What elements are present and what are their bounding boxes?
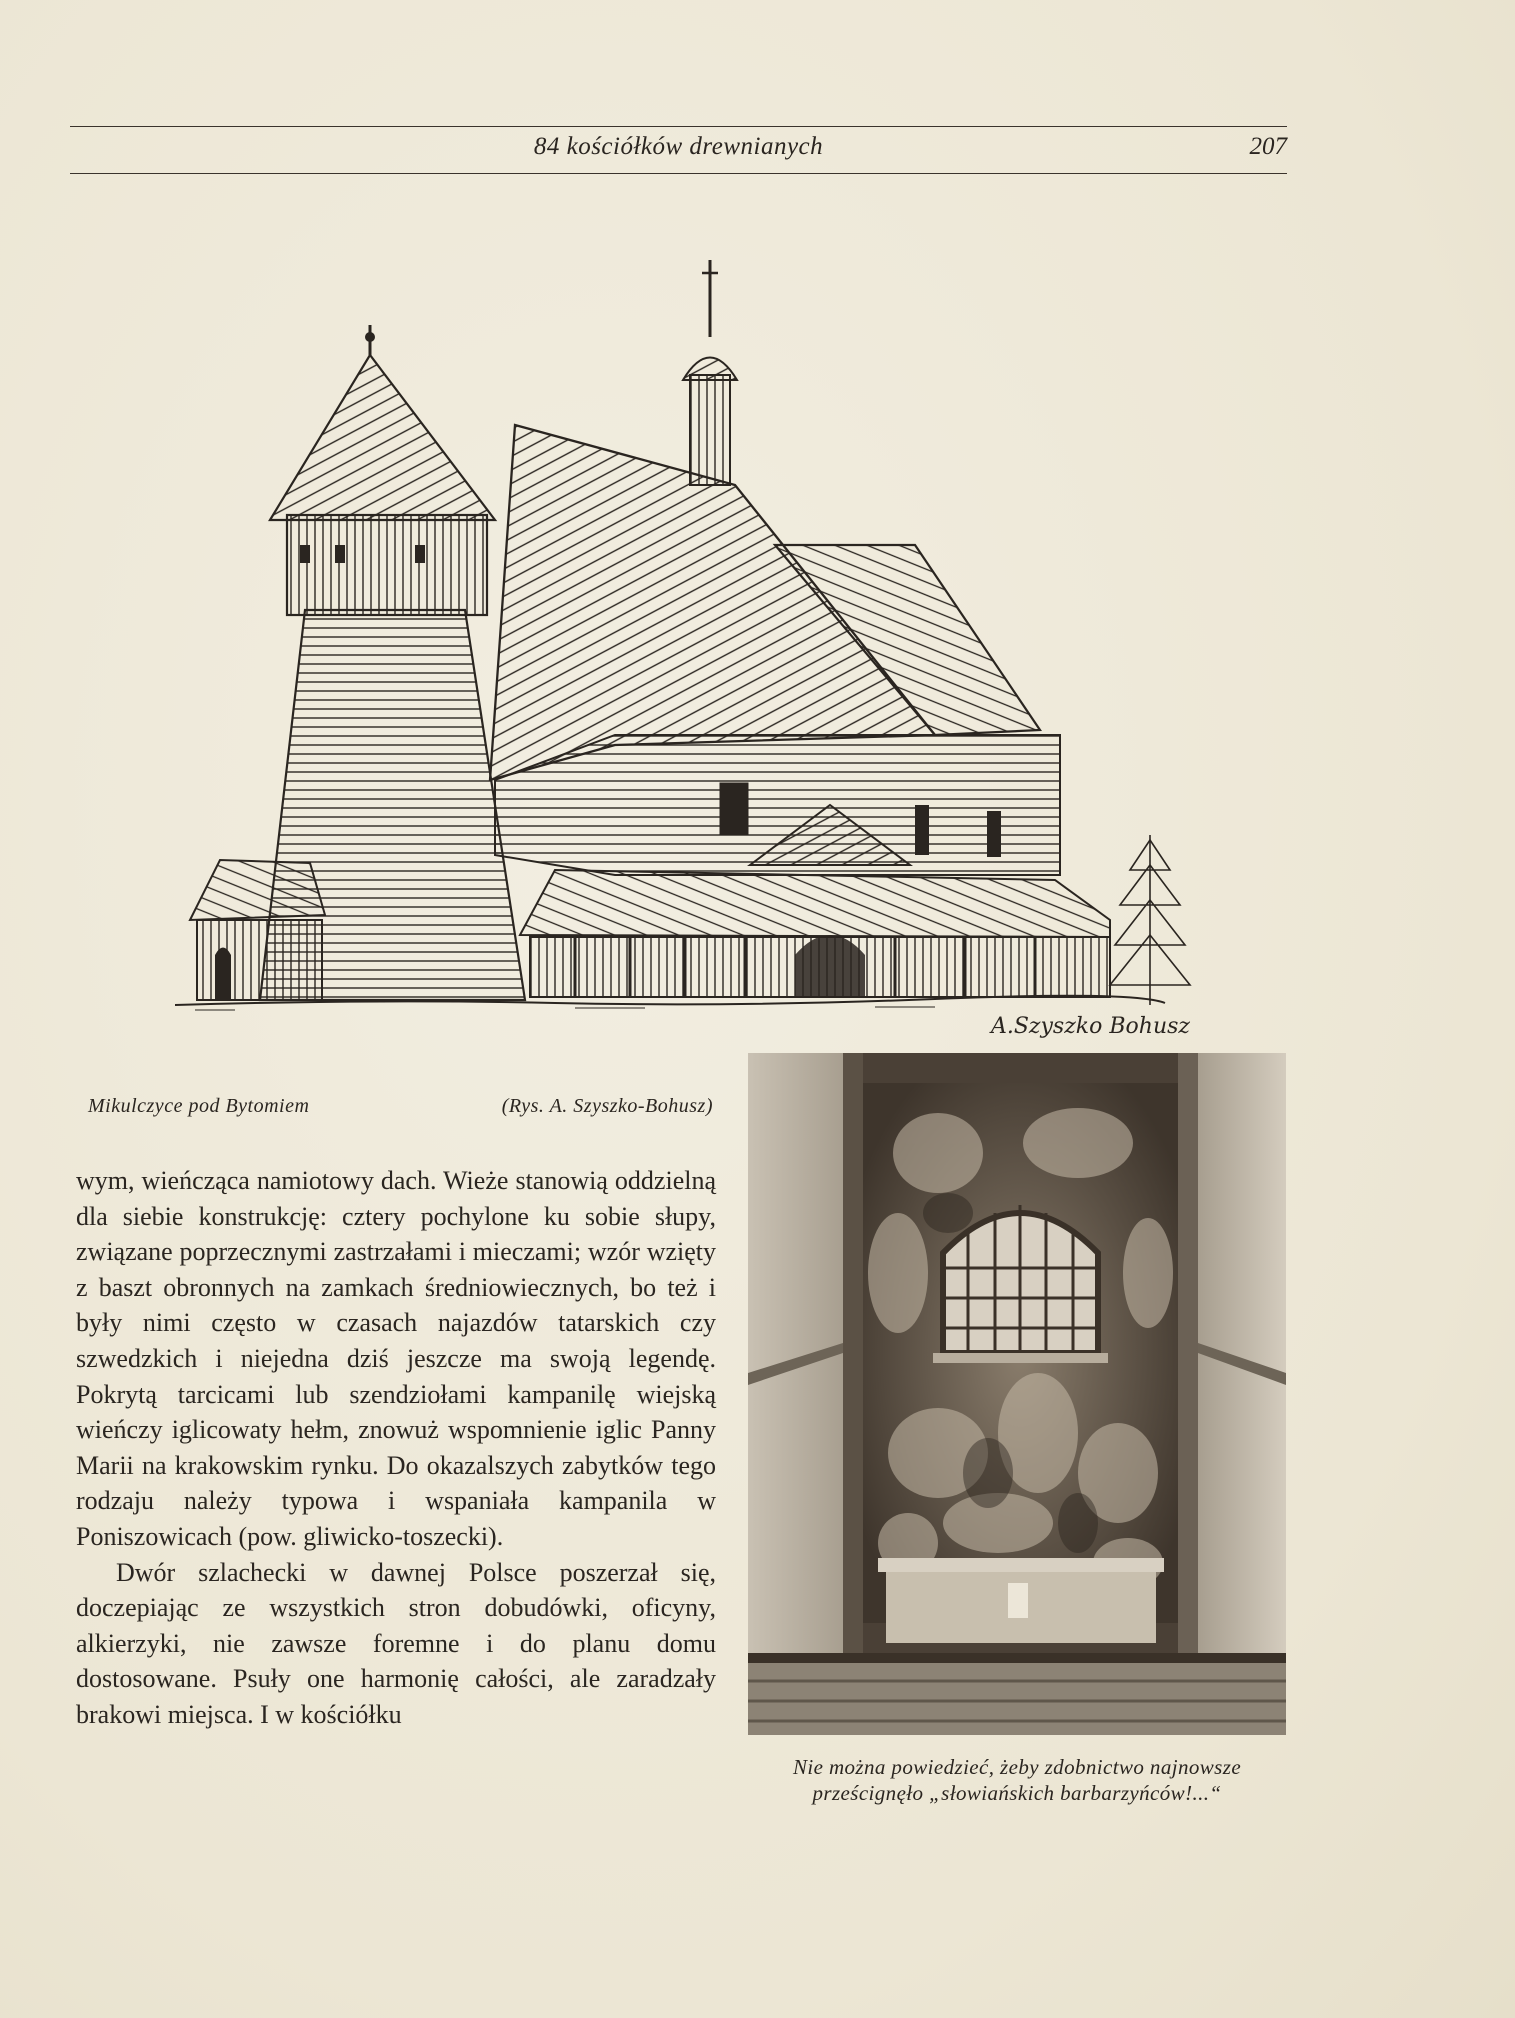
tower-base xyxy=(260,610,525,1000)
tower-belfry xyxy=(287,515,487,615)
body-text xyxy=(76,1163,716,1733)
artist-signature: A.Szyszko Bohusz xyxy=(990,1014,1190,1039)
photo-caption-line-2: prześcignęło „słowiańskich barbarzyńców!...“ xyxy=(812,1781,1222,1805)
niche-photo xyxy=(748,1053,1286,1735)
running-title: 84 kościółków drewnianych xyxy=(533,133,824,160)
paragraph-2: Dwór szlachecki w dawnej Polsce poszerzał się, doczepiając ze wszystkich stron dobudówki, oficyny, alkierzyki, nie zawsze foremne i do planu domu dostosowane. Psuły one harmonię całości, ale zaradzały brakowi miejsca. I w kościółku xyxy=(76,1557,716,1729)
church-drawing xyxy=(175,215,1200,1045)
tower-roof xyxy=(270,355,495,520)
paragraph-1: wym, wieńcząca namiotowy dach. Wieże stanowią oddzielną dla siebie konstrukcję: cztery pochylone ku sobie słupy, związane poprzecznymi zastrzałami i mieczami; wzór wzięty z baszt obronnych na zamkach średniowiecznych, bo też i były nimi często w czasach najazdów tatarskich czy szwedzkich i niejedna dziś jeszcze ma swoją legendę. Pokrytą tarcicami lub szendziołami kampanilę wiejską wieńczy iglicowaty hełm, znowuż wspomnienie iglic Panny Marii na krakowskim rynku. Do okazalszych zabytków tego rodzaju należy typowa i wspaniała kampanila w Poniszowicach (pow. gliwicko-toszecki). xyxy=(76,1166,716,1551)
porch-roof xyxy=(520,870,1110,937)
caption-place: Mikulczyce pod Bytomiem xyxy=(88,1095,310,1117)
photo-caption xyxy=(748,1754,1286,1806)
page-number: 207 xyxy=(1249,133,1287,160)
running-header xyxy=(70,126,1287,174)
photo-caption-line-1: Nie można powiedzieć, żeby zdobnictwo najnowsze xyxy=(792,1755,1242,1779)
spruce-tree xyxy=(1110,835,1190,1005)
caption-credit: (Rys. A. Szyszko-Bohusz) xyxy=(501,1095,713,1117)
